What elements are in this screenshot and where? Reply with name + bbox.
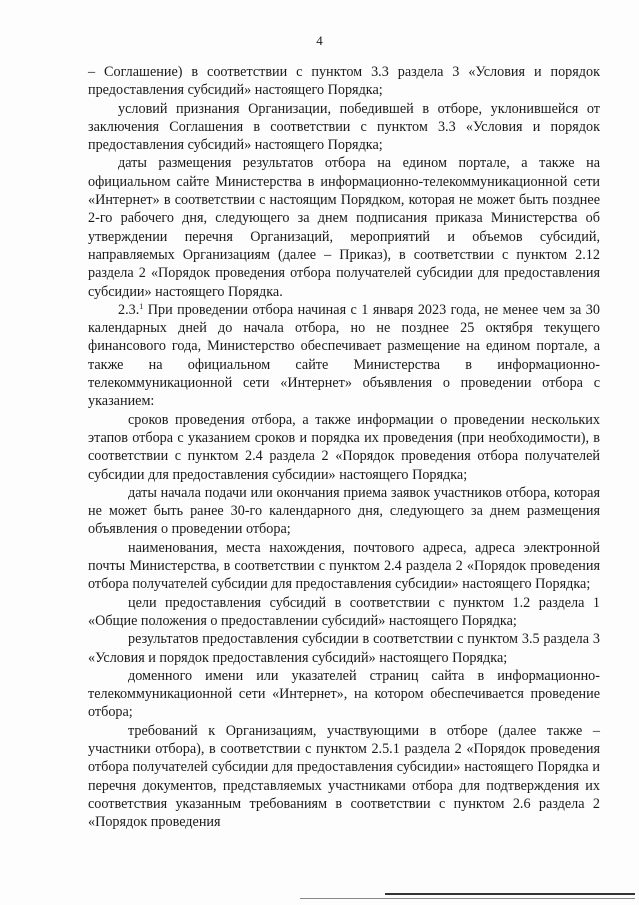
paragraph: – Соглашение) в соответствии с пунктом 3.3 раздела 3 «Условия и порядок предоставления субсидий» настоящего Порядка; [88, 64, 600, 99]
scan-edge-line [385, 893, 635, 895]
paragraph: требований к Организациям, участвующими в отборе (далее также – участники отбора), в соответствии с пунктом 2.5.1 раздела 2 «Порядок проведения отбора получателей субсидии для предоставления субсидии» настоящего Порядка и перечня документов, представляемых участниками отбора для подтверждения их соответствия указанным требованиям в соответствии с пунктом 2.6 раздела 2 «Порядок проведения [88, 722, 600, 831]
paragraph: доменного имени или указателей страниц сайта в информационно-телекоммуникационной сети «Интернет», на котором обеспечивается проведение отбора; [88, 667, 600, 721]
scan-edge-line [300, 898, 635, 899]
paragraph: результатов предоставления субсидии в соответствии с пунктом 3.5 раздела 3 «Условия и порядок предоставления субсидий» настоящего Порядка; [88, 631, 600, 666]
paragraph: даты начала подачи или окончания приема заявок участников отбора, которая не может быть ранее 30-го календарного дня, следующего за днем размещения объявления о проведении отбора; [88, 484, 600, 538]
paragraph: даты размещения результатов отбора на едином портале, а также на официальном сайте Министерства в информационно-телекоммуникационной сети «Интернет» в соответствии с настоящим Порядком, которая не может быть позднее 2-го рабочего дня, следующего за днем подписания приказа Министерства об утверждении перечня Организаций, мероприятий и объемов субсидий, направляемых Организациям (далее – Приказ), в соответствии с пунктом 2.12 раздела 2 «Порядок проведения отбора получателей субсидии для предоставления субсидии» настоящего Порядка. [88, 155, 600, 300]
page-number: 4 [316, 33, 323, 48]
section-text: При проведении отбора начиная с 1 января 2023 года, не менее чем за 30 календарных дней до начала отбора, но не позднее 25 октября текущего финансового года, Министерство обеспечивает размещение на едином портале, а также на официальном сайте Министерства в информационно-телекоммуникационной сети «Интернет» объявления о проведении отбора с указанием: [88, 301, 600, 410]
paragraph: наименования, места нахождения, почтового адреса, адреса электронной почты Министерства, в соответствии с пунктом 2.4 раздела 2 «Порядок проведения отбора получателей субсидии для предоставления субсидии» настоящего Порядка; [88, 539, 600, 593]
paragraph: сроков проведения отбора, а также информации о проведении нескольких этапов отбора с указанием сроков и порядка их проведения (при необходимости), в соответствии с пунктом 2.4 раздела 2 «Порядок проведения отбора получателей субсидии для предоставления субсидии» настоящего Порядка; [88, 411, 600, 483]
paragraph: цели предоставления субсидий в соответствии с пунктом 1.2 раздела 1 «Общие положения о предоставлении субсидий» настоящего Порядка; [88, 594, 600, 629]
document-body [88, 63, 600, 831]
paragraph: условий признания Организации, победившей в отборе, уклонившейся от заключения Соглашения в соответствии с пунктом 3.3 «Условия и порядок предоставления субсидий» настоящего Порядка; [88, 100, 600, 154]
section-paragraph [88, 301, 600, 411]
section-number: 2.3. [118, 301, 140, 318]
footnote-mark: 1 [139, 301, 144, 311]
